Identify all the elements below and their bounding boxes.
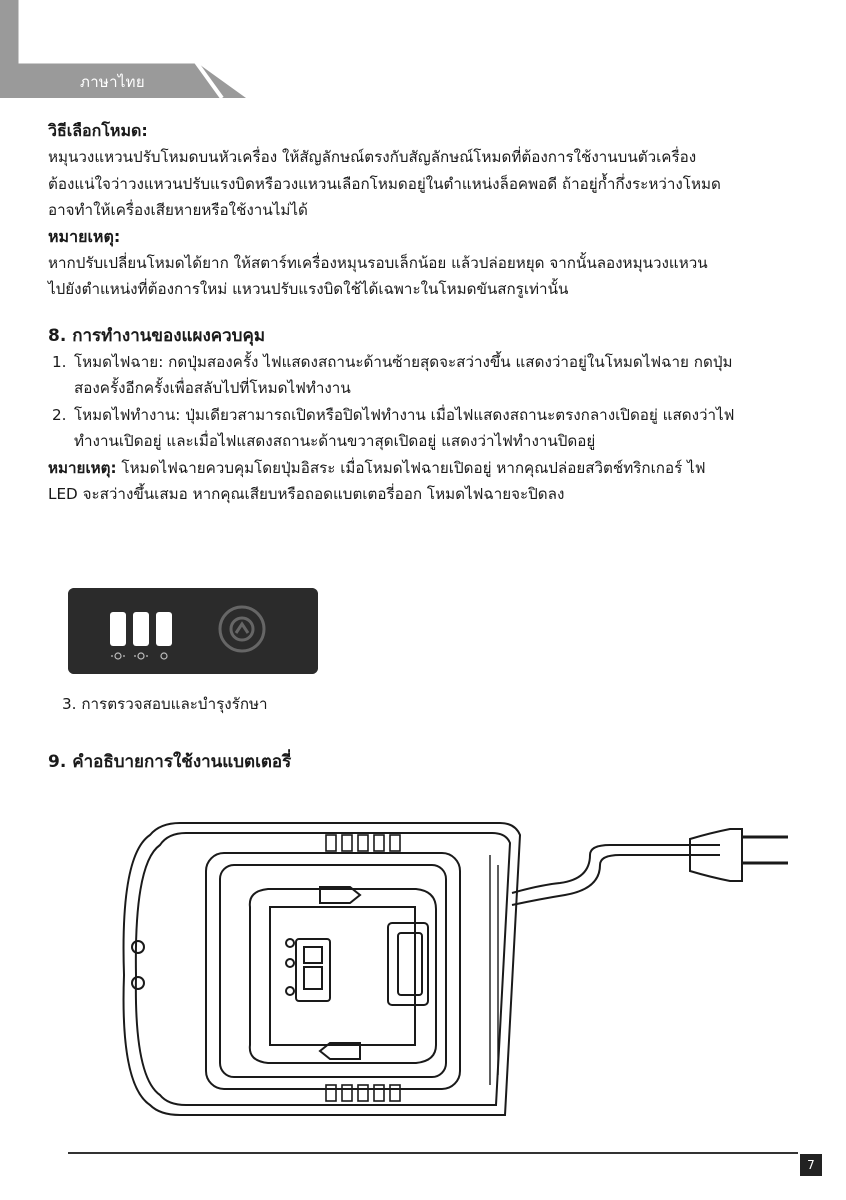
section-8-note-line: LED จะสว่างขึ้นเสมอ หากคุณเสียบหรือถอดแบตเตอรี่ออก โหมดไฟฉายจะปิดลง [48, 485, 565, 503]
footer-rule [68, 1152, 798, 1154]
note-line: ไปยังตำแหน่งที่ต้องการใหม่ แหวนปรับแรงบิดใช้ได้เฉพาะในโหมดขันสกรูเท่านั้น [48, 280, 569, 298]
indicator-led-left [110, 612, 126, 646]
main-content [48, 118, 823, 508]
battery-charger-illustration [120, 815, 800, 1130]
mode-selection-line: ต้องแน่ใจว่าวงแหวนปรับแรงบิดหรือวงแหวนเลือกโหมดอยู่ในตำแหน่งล็อคพอดี ถ้าอยู่ก้ำกึ่งระหว่างโหมด [48, 174, 721, 193]
step-number: 1. [52, 352, 67, 371]
note-heading: หมายเหตุ: [48, 226, 121, 246]
maintenance-item: 3. การตรวจสอบและบำรุงรักษา [62, 695, 268, 713]
step-text: โหมดไฟฉาย: กดปุ่มสองครั้ง ไฟแสดงสถานะด้านซ้ายสุดจะสว่างขึ้น แสดงว่าอยู่ในโหมดไฟฉาย กดปุ่ม [74, 352, 733, 371]
step-text: โหมดไฟทำงาน: ปุ่มเดียวสามารถเปิดหรือปิดไฟทำงาน เมื่อไฟแสดงสถานะตรงกลางเปิดอยู่ แสดงว่าไฟ [74, 405, 735, 424]
step-text: สองครั้งอีกครั้งเพื่อสลับไปที่โหมดไฟทำงาน [74, 379, 351, 397]
control-panel-illustration [68, 588, 318, 674]
section-9-title: 9. คำอธิบายการใช้งานแบตเตอรี่ [48, 752, 292, 772]
page-number: 7 [800, 1154, 822, 1176]
mode-selection-line: อาจทำให้เครื่องเสียหายหรือใช้งานไม่ได้ [48, 201, 308, 219]
note-label: หมายเหตุ: [48, 458, 117, 477]
mode-selection-heading: วิธีเลือกโหมด: [48, 121, 148, 140]
indicator-led-right [156, 612, 172, 646]
indicator-led-middle [133, 612, 149, 646]
mode-selection-line: หมุนวงแหวนปรับโหมดบนหัวเครื่อง ให้สัญลักษณ์ตรงกับสัญลักษณ์โหมดที่ต้องการใช้งานบนตัวเครื่อง [48, 148, 697, 166]
note-text: โหมดไฟฉายควบคุมโดยปุ่มอิสระ เมื่อโหมดไฟฉายเปิดอยู่ หากคุณปล่อยสวิตช์ทริกเกอร์ ไฟ [116, 458, 706, 477]
note-line: หากปรับเปลี่ยนโหมดได้ยาก ให้สตาร์ทเครื่องหมุนรอบเล็กน้อย แล้วปล่อยหยุด จากนั้นลองหมุนวงแหวน [48, 253, 708, 272]
section-8-title: 8. การทำงานของแผงควบคุม [48, 325, 266, 346]
language-label: ภาษาไทย [80, 73, 145, 91]
step-item [48, 349, 823, 402]
step-text: ทำงานเปิดอยู่ และเมื่อไฟแสดงสถานะด้านขวาสุดเปิดอยู่ แสดงว่าไฟทำงานปิดอยู่ [74, 432, 596, 450]
section-8-note [48, 455, 823, 482]
control-panel-steps [48, 349, 823, 455]
step-item [48, 402, 823, 455]
step-number: 2. [52, 405, 67, 424]
